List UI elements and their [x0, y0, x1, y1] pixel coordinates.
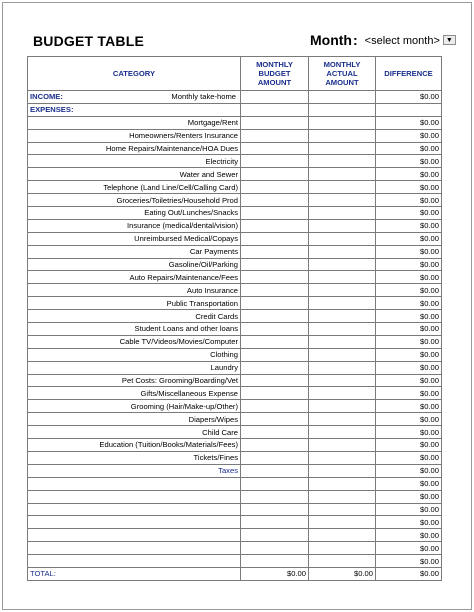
difference-cell: $0.00 [376, 451, 442, 464]
difference-cell: $0.00 [376, 168, 442, 181]
actual-amount-cell[interactable] [309, 555, 376, 568]
month-label: Month [310, 32, 352, 48]
expense-category: Laundry [28, 361, 241, 374]
difference-cell: $0.00 [376, 529, 442, 542]
table-row [28, 181, 442, 194]
difference-cell: $0.00 [376, 348, 442, 361]
expense-category: Gifts/Miscellaneous Expense [28, 387, 241, 400]
table-row [28, 271, 442, 284]
actual-amount-cell[interactable] [309, 245, 376, 258]
actual-amount-cell[interactable] [309, 116, 376, 129]
expense-category: Mortgage/Rent [28, 116, 241, 129]
table-row [28, 168, 442, 181]
month-selector [310, 32, 456, 48]
expense-category: Grooming (Hair/Make-up/Other) [28, 400, 241, 413]
total-actual: $0.00 [309, 567, 376, 580]
expense-category: Education (Tuition/Books/Materials/Fees) [28, 439, 241, 452]
table-row [28, 258, 442, 271]
table-row [28, 464, 442, 477]
actual-amount-cell[interactable] [309, 451, 376, 464]
actual-amount-cell[interactable] [309, 374, 376, 387]
budget-amount-cell[interactable] [241, 335, 309, 348]
budget-amount-cell[interactable] [241, 426, 309, 439]
actual-amount-cell[interactable] [309, 426, 376, 439]
actual-amount-cell[interactable] [309, 129, 376, 142]
difference-cell: $0.00 [376, 323, 442, 336]
difference-cell: $0.00 [376, 232, 442, 245]
actual-amount-cell[interactable] [309, 542, 376, 555]
expense-category: Credit Cards [28, 310, 241, 323]
budget-amount-cell[interactable] [241, 129, 309, 142]
budget-amount-cell[interactable] [241, 503, 309, 516]
expense-category: Groceries/Toiletries/Household Prod [28, 194, 241, 207]
difference-cell: $0.00 [376, 207, 442, 220]
budget-amount-cell[interactable] [241, 168, 309, 181]
budget-amount-cell[interactable] [241, 116, 309, 129]
actual-amount-cell[interactable] [309, 387, 376, 400]
budget-table [27, 56, 442, 581]
month-select-value[interactable]: <select month> [364, 34, 440, 47]
table-row [28, 219, 442, 232]
actual-amount-cell[interactable] [309, 284, 376, 297]
budget-amount-cell[interactable] [241, 194, 309, 207]
table-row [28, 207, 442, 220]
difference-cell: $0.00 [376, 439, 442, 452]
budget-amount-cell[interactable] [241, 219, 309, 232]
column-header-budget: MONTHLY BUDGET AMOUNT [241, 57, 309, 91]
budget-amount-cell[interactable] [241, 258, 309, 271]
expenses-label: EXPENSES: [28, 103, 241, 116]
actual-amount-cell[interactable] [309, 194, 376, 207]
budget-amount-cell[interactable] [241, 477, 309, 490]
budget-amount-cell[interactable] [241, 413, 309, 426]
column-header-category: CATEGORY [28, 57, 241, 91]
budget-amount-cell[interactable] [241, 490, 309, 503]
actual-amount-cell[interactable] [309, 258, 376, 271]
actual-amount-cell[interactable] [309, 142, 376, 155]
table-row [28, 477, 442, 490]
budget-amount-cell[interactable] [241, 400, 309, 413]
difference-cell: $0.00 [376, 516, 442, 529]
expense-category: Gasoline/Oil/Parking [28, 258, 241, 271]
actual-amount-cell[interactable] [309, 477, 376, 490]
difference-cell: $0.00 [376, 335, 442, 348]
expense-category [28, 542, 241, 555]
budget-amount-cell[interactable] [241, 542, 309, 555]
expense-category [28, 516, 241, 529]
actual-amount-cell[interactable] [309, 400, 376, 413]
expense-category: Eating Out/Lunches/Snacks [28, 207, 241, 220]
difference-cell: $0.00 [376, 490, 442, 503]
expense-category: Unreimbursed Medical/Copays [28, 232, 241, 245]
actual-amount-cell[interactable] [309, 348, 376, 361]
income-actual-cell[interactable] [309, 91, 376, 104]
expense-category: Telephone (Land Line/Cell/Calling Card) [28, 181, 241, 194]
budget-sheet [2, 2, 472, 610]
actual-amount-cell[interactable] [309, 516, 376, 529]
difference-cell: $0.00 [376, 555, 442, 568]
table-row [28, 361, 442, 374]
budget-amount-cell[interactable] [241, 245, 309, 258]
actual-amount-cell[interactable] [309, 503, 376, 516]
expense-category: Auto Repairs/Maintenance/Fees [28, 271, 241, 284]
dropdown-arrow-icon[interactable]: ▼ [443, 35, 456, 45]
expense-category: Diapers/Wipes [28, 413, 241, 426]
table-row [28, 348, 442, 361]
actual-amount-cell[interactable] [309, 297, 376, 310]
expense-category: Cable TV/Videos/Movies/Computer [28, 335, 241, 348]
budget-amount-cell[interactable] [241, 207, 309, 220]
table-row [28, 142, 442, 155]
actual-amount-cell[interactable] [309, 490, 376, 503]
difference-cell: $0.00 [376, 400, 442, 413]
difference-cell: $0.00 [376, 503, 442, 516]
actual-amount-cell[interactable] [309, 310, 376, 323]
budget-amount-cell[interactable] [241, 374, 309, 387]
expense-category [28, 477, 241, 490]
table-row [28, 335, 442, 348]
actual-amount-cell[interactable] [309, 335, 376, 348]
actual-amount-cell[interactable] [309, 464, 376, 477]
difference-cell: $0.00 [376, 219, 442, 232]
actual-amount-cell[interactable] [309, 168, 376, 181]
table-header-row [28, 57, 442, 91]
difference-cell: $0.00 [376, 542, 442, 555]
budget-amount-cell[interactable] [241, 529, 309, 542]
budget-amount-cell[interactable] [241, 451, 309, 464]
total-row [28, 567, 442, 580]
table-row [28, 542, 442, 555]
expense-category: Car Payments [28, 245, 241, 258]
difference-cell: $0.00 [376, 142, 442, 155]
actual-amount-cell[interactable] [309, 207, 376, 220]
expense-category: Pet Costs: Grooming/Boarding/Vet [28, 374, 241, 387]
actual-amount-cell[interactable] [309, 323, 376, 336]
expense-category: Home Repairs/Maintenance/HOA Dues [28, 142, 241, 155]
income-row [28, 91, 442, 104]
difference-cell: $0.00 [376, 245, 442, 258]
expense-category [28, 490, 241, 503]
table-row [28, 310, 442, 323]
expense-category: Child Care [28, 426, 241, 439]
budget-amount-cell[interactable] [241, 155, 309, 168]
difference-cell: $0.00 [376, 155, 442, 168]
difference-cell: $0.00 [376, 181, 442, 194]
budget-amount-cell[interactable] [241, 142, 309, 155]
table-row [28, 555, 442, 568]
table-row [28, 451, 442, 464]
budget-amount-cell[interactable] [241, 310, 309, 323]
expense-category: Taxes [28, 464, 241, 477]
expense-category: Water and Sewer [28, 168, 241, 181]
expense-category: Homeowners/Renters Insurance [28, 129, 241, 142]
column-header-actual: MONTHLY ACTUAL AMOUNT [309, 57, 376, 91]
table-row [28, 529, 442, 542]
budget-amount-cell[interactable] [241, 555, 309, 568]
actual-amount-cell[interactable] [309, 155, 376, 168]
expense-category: Student Loans and other loans [28, 323, 241, 336]
budget-amount-cell[interactable] [241, 181, 309, 194]
actual-amount-cell[interactable] [309, 529, 376, 542]
budget-amount-cell[interactable] [241, 297, 309, 310]
difference-cell: $0.00 [376, 477, 442, 490]
actual-amount-cell[interactable] [309, 219, 376, 232]
table-row [28, 232, 442, 245]
total-label: TOTAL: [28, 567, 241, 580]
table-row [28, 400, 442, 413]
difference-cell: $0.00 [376, 426, 442, 439]
budget-amount-cell[interactable] [241, 232, 309, 245]
budget-amount-cell[interactable] [241, 348, 309, 361]
table-row [28, 503, 442, 516]
budget-amount-cell[interactable] [241, 464, 309, 477]
income-item: Monthly take-home [171, 92, 236, 102]
table-row [28, 374, 442, 387]
table-row [28, 297, 442, 310]
expense-category [28, 555, 241, 568]
table-row [28, 439, 442, 452]
income-cell [28, 91, 241, 104]
expense-category: Electricity [28, 155, 241, 168]
difference-cell: $0.00 [376, 464, 442, 477]
budget-amount-cell[interactable] [241, 516, 309, 529]
table-row [28, 323, 442, 336]
income-budget-cell[interactable] [241, 91, 309, 104]
expense-category: Tickets/Fines [28, 451, 241, 464]
expenses-budget-cell [241, 103, 309, 116]
month-colon: : [352, 32, 358, 48]
expense-category: Insurance (medical/dental/vision) [28, 219, 241, 232]
table-row [28, 129, 442, 142]
budget-amount-cell[interactable] [241, 284, 309, 297]
total-difference: $0.00 [376, 567, 442, 580]
actual-amount-cell[interactable] [309, 232, 376, 245]
difference-cell: $0.00 [376, 129, 442, 142]
budget-amount-cell[interactable] [241, 439, 309, 452]
actual-amount-cell[interactable] [309, 439, 376, 452]
table-row [28, 516, 442, 529]
expense-category [28, 529, 241, 542]
table-row [28, 490, 442, 503]
income-label: INCOME: [30, 92, 63, 102]
difference-cell: $0.00 [376, 194, 442, 207]
difference-cell: $0.00 [376, 387, 442, 400]
difference-cell: $0.00 [376, 374, 442, 387]
actual-amount-cell[interactable] [309, 271, 376, 284]
difference-cell: $0.00 [376, 271, 442, 284]
difference-cell: $0.00 [376, 284, 442, 297]
table-row [28, 426, 442, 439]
expense-category: Clothing [28, 348, 241, 361]
expenses-actual-cell [309, 103, 376, 116]
difference-cell: $0.00 [376, 413, 442, 426]
actual-amount-cell[interactable] [309, 361, 376, 374]
table-row [28, 155, 442, 168]
table-row [28, 413, 442, 426]
difference-cell: $0.00 [376, 258, 442, 271]
budget-amount-cell[interactable] [241, 271, 309, 284]
table-row [28, 284, 442, 297]
actual-amount-cell[interactable] [309, 181, 376, 194]
expenses-difference-cell [376, 103, 442, 116]
table-row [28, 116, 442, 129]
budget-amount-cell[interactable] [241, 361, 309, 374]
expense-category: Public Transportation [28, 297, 241, 310]
expense-category: Auto Insurance [28, 284, 241, 297]
difference-cell: $0.00 [376, 116, 442, 129]
total-budget: $0.00 [241, 567, 309, 580]
expenses-row [28, 103, 442, 116]
page-title: BUDGET TABLE [33, 33, 145, 49]
budget-amount-cell[interactable] [241, 387, 309, 400]
difference-cell: $0.00 [376, 310, 442, 323]
difference-cell: $0.00 [376, 361, 442, 374]
income-difference: $0.00 [376, 91, 442, 104]
table-row [28, 387, 442, 400]
difference-cell: $0.00 [376, 297, 442, 310]
expense-category [28, 503, 241, 516]
actual-amount-cell[interactable] [309, 413, 376, 426]
table-row [28, 194, 442, 207]
column-header-difference: DIFFERENCE [376, 57, 442, 91]
table-row [28, 245, 442, 258]
budget-amount-cell[interactable] [241, 323, 309, 336]
